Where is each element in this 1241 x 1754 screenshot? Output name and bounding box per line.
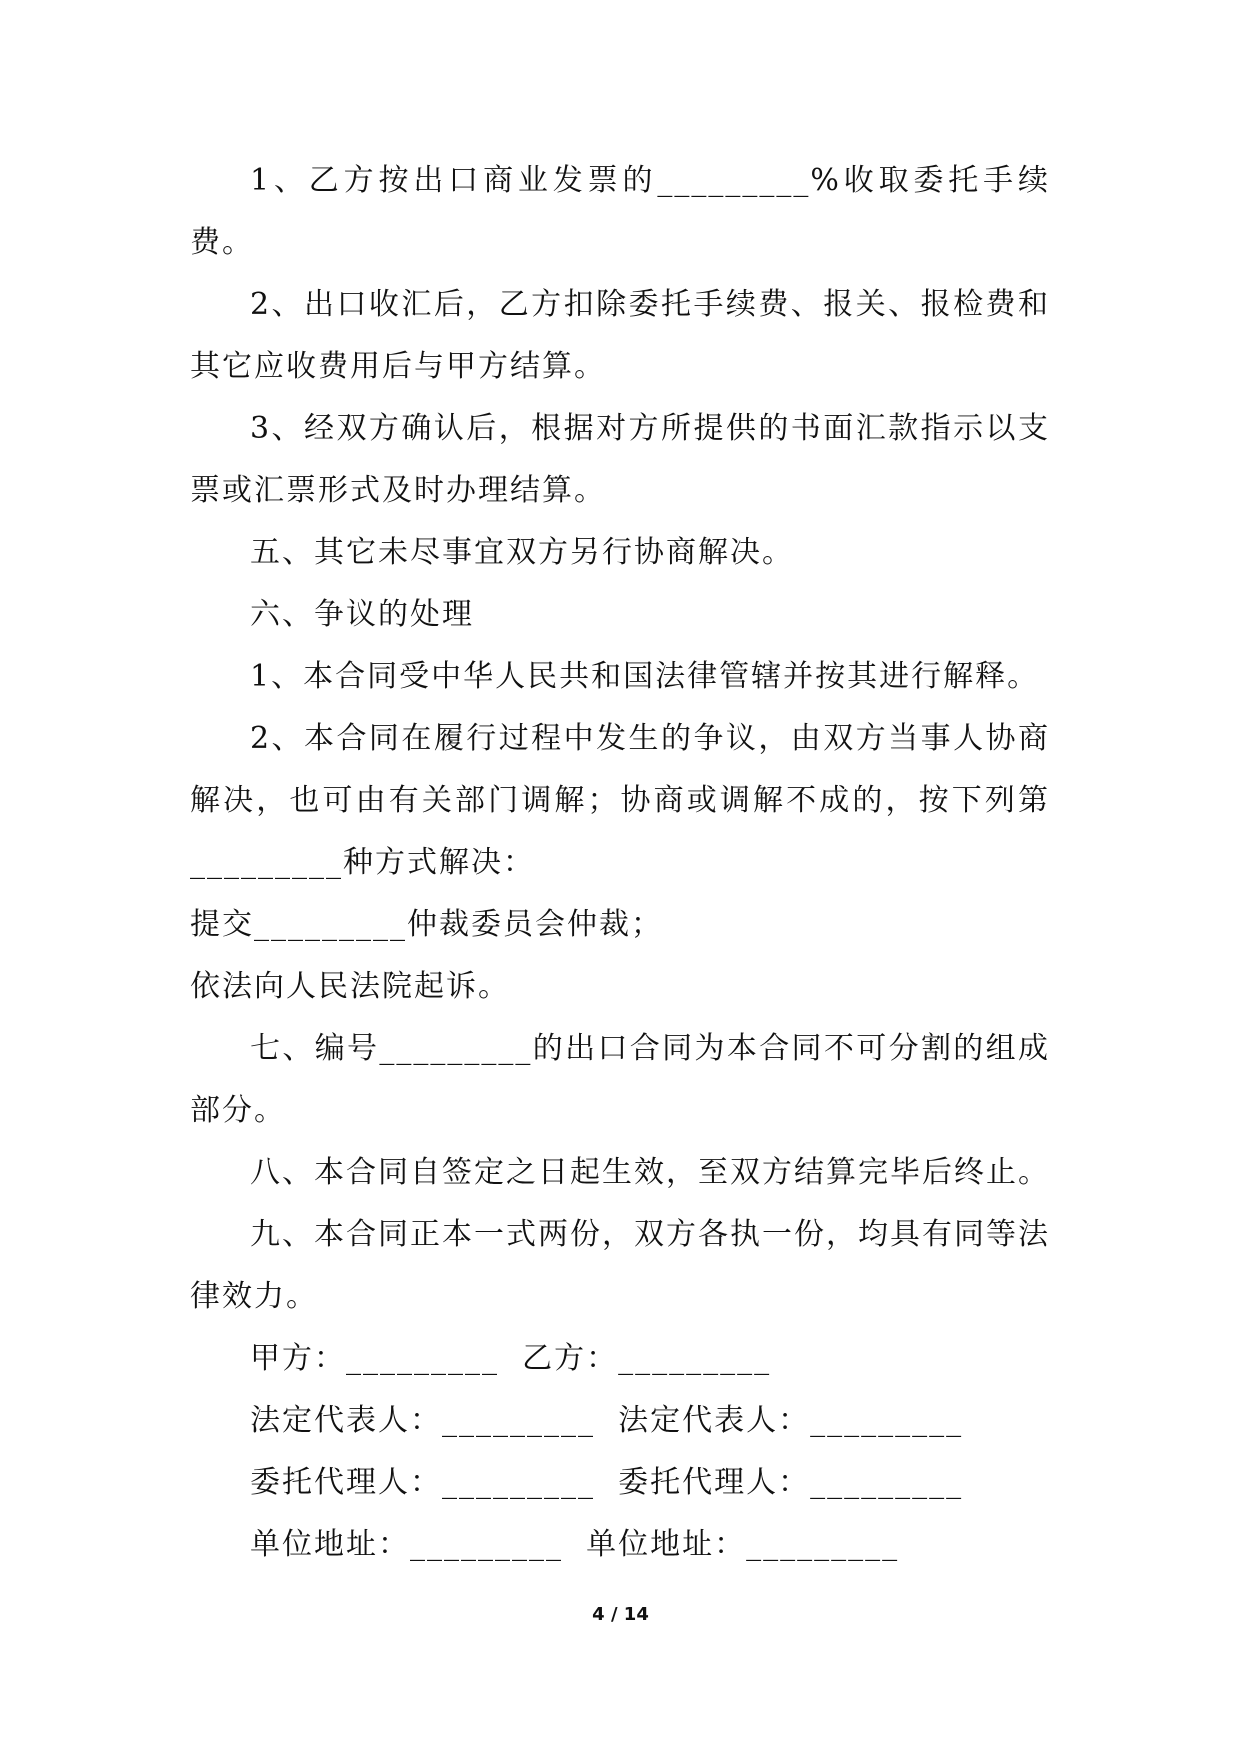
page-number: 4 / 14 (592, 1604, 649, 1625)
document-body (190, 150, 1050, 1576)
clause-governing-law: 1、本合同受中华人民共和国法律管辖并按其进行解释。 (250, 659, 1040, 694)
section-six-heading: 六、争议的处理 (250, 597, 474, 632)
clause-settlement-method: 3、经双方确认后，根据对方所提供的书面汇款指示以支票或汇票形式及时办理结算。 (190, 411, 1050, 508)
option-court: 依法向人民法院起诉。 (190, 969, 510, 1004)
signature-authorized-agent: 委托代理人：_________ 委托代理人：_________ (250, 1465, 964, 1500)
clause-dispute-resolution: 2、本合同在履行过程中发生的争议，由双方当事人协商解决，也可由有关部门调解；协商或调解不成的，按下列第_________种方式解决： (190, 721, 1050, 880)
section-five-other-matters: 五、其它未尽事宜双方另行协商解决。 (250, 535, 794, 570)
clause-commission-fee: 1、乙方按出口商业发票的_________%收取委托手续费。 (190, 163, 1050, 260)
section-nine-copies: 九、本合同正本一式两份，双方各执一份，均具有同等法律效力。 (190, 1217, 1050, 1314)
signature-party-names: 甲方：_________ 乙方：_________ (250, 1341, 772, 1376)
section-seven-export-contract: 七、编号_________的出口合同为本合同不可分割的组成部分。 (190, 1031, 1050, 1128)
section-eight-effective-date: 八、本合同自签定之日起生效，至双方结算完毕后终止。 (250, 1155, 1050, 1190)
option-arbitration: 提交_________仲裁委员会仲裁； (190, 907, 663, 942)
signature-company-address: 单位地址：_________ 单位地址：_________ (250, 1527, 900, 1562)
clause-settlement-after-receipt: 2、出口收汇后，乙方扣除委托手续费、报关、报检费和其它应收费用后与甲方结算。 (190, 287, 1050, 384)
signature-legal-representative: 法定代表人：_________ 法定代表人：_________ (250, 1403, 964, 1438)
